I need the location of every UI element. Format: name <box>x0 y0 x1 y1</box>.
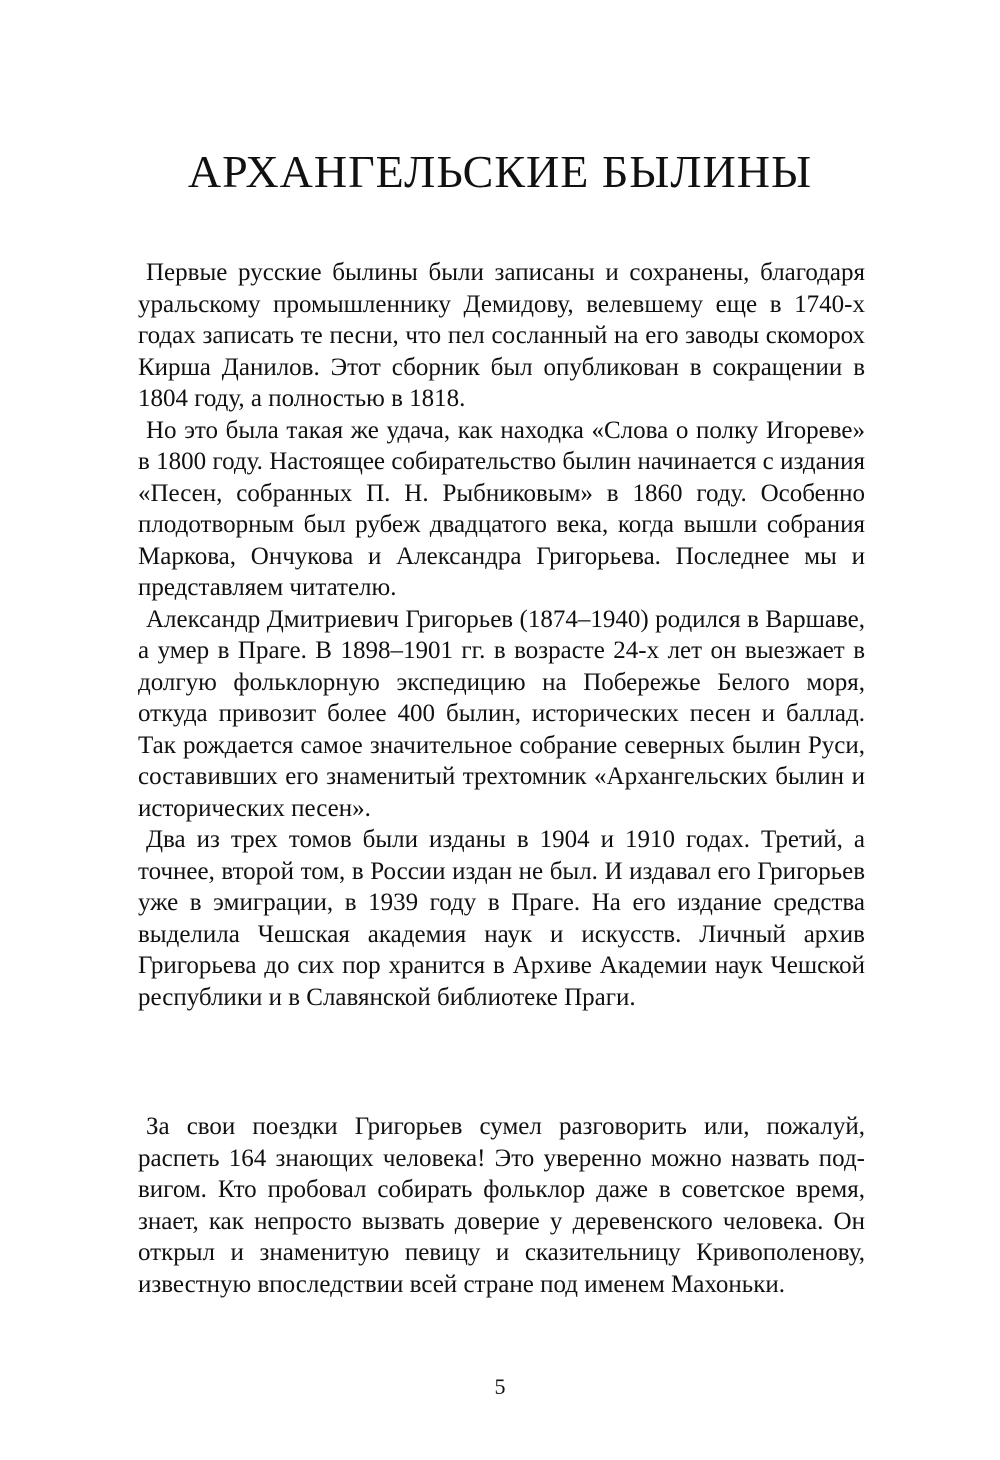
main-text-block <box>138 257 865 1013</box>
paragraph-2: Но это была такая же удача, как находка «Слова о полку Игореве» в 1800 году. Настоящее собирательство былин начинается с издания «Песен, собранных П. Н. Рыбниковым» в 1860 году. Особенно плодотворным был рубеж двадцатого века, когда вышли собрания Маркова, Ончукова и Александра Григорьева. Последнее мы и представляем читателю. <box>138 416 865 601</box>
paragraph-5: За свои поездки Григорьев сумел разговорить или, пожалуй, распеть 164 знающих человека! Это уверенно можно назвать подвигом. Кто пробовал собирать фольклор даже в советское время, знает, как непросто вызвать доверие у деревенского человека. Он открыл и знаменитую певицу и сказительницу Кривополенову, известную впоследствии всей стране под именем Махоньки. <box>138 1113 865 1298</box>
paragraph-4: Два из трех томов были изданы в 1904 и 1910 годах. Третий, а точнее, второй том, в России издан не был. И издавал его Григорьев уже в эмиграции, в 1939 году в Праге. На его издание средства выделила Чешская академия наук и искусств. Личный архив Григорьева до сих пор хранится в Архиве Академии наук Чешской республики и в Славянской библиотеке Праги. <box>138 826 865 1011</box>
paragraph-1: Первые русские былины были записаны и сохранены, благодаря уральскому промышленнику Демидову, велевшему еще в 1740-х годах записать те песни, что пел сосланный на его заводы скоморох Кирша Данилов. Этот сборник был опубликован в сокращении в 1804 году, а полностью в 1818. <box>138 259 865 412</box>
closing-text-block <box>138 1111 865 1300</box>
page-number: 5 <box>494 1374 506 1399</box>
paragraph-3: Александр Дмитриевич Григорьев (1874–1940) родился в Варшаве, а умер в Праге. В 1898–1901 гг. в возрасте 24-х лет он выезжает в долгую фольклорную экспедицию на Побережье Белого моря, откуда привозит более 400 былин, исторических песен и баллад. Так рождается самое значительное собрание северных былин Руси, составивших его знаменитый трехтомник «Архангельских былин и исторических песен». <box>138 605 865 822</box>
chapter-title: АРХАНГЕЛЬСКИЕ БЫЛИНЫ <box>187 146 813 197</box>
